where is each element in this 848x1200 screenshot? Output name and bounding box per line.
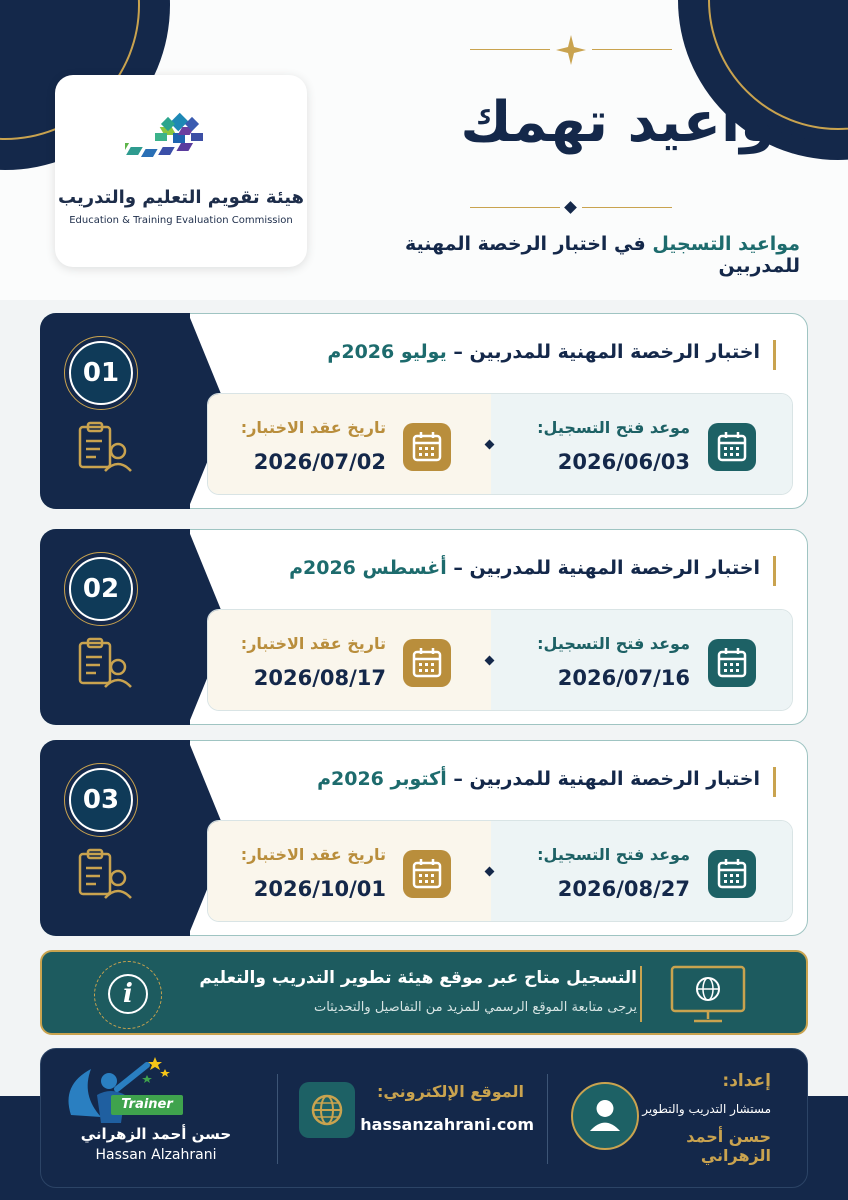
trainer-name-english: Hassan Alzahrani xyxy=(95,1147,217,1163)
page-subtitle xyxy=(330,233,800,277)
calendar-icon xyxy=(403,639,451,687)
subtitle-rest: في اختبار الرخصة المهنية للمدربين xyxy=(405,233,800,277)
author-name: حسن أحمد الزهراني xyxy=(686,1127,771,1165)
footer-divider xyxy=(277,1074,278,1164)
card-title-prefix: اختبار الرخصة المهنية للمدربين – xyxy=(453,768,760,790)
commission-name-arabic: هيئة تقويم التعليم والتدريب xyxy=(57,187,305,208)
footer xyxy=(40,1048,808,1188)
exam-date-value: 2026/10/01 xyxy=(253,877,386,901)
exam-date-value: 2026/08/17 xyxy=(253,666,386,690)
author-role: مستشار التدريب والتطوير xyxy=(642,1102,771,1116)
website-link[interactable]: hassanzahrani.com xyxy=(360,1115,534,1134)
dates-panel xyxy=(207,609,793,711)
info-headline: التسجيل متاح عبر موقع هيئة تطوير التدريب والتعليم xyxy=(199,968,637,988)
clipboard-person-icon xyxy=(78,848,134,900)
info-note: يرجى متابعة الموقع الرسمي للمزيد من التفاصيل والتحديثات xyxy=(313,1000,637,1015)
page-title: مواعيد تهمك xyxy=(460,90,810,155)
commission-name-english: Education & Training Evaluation Commission xyxy=(69,215,293,226)
trainer-tag: Trainer xyxy=(111,1095,183,1115)
registration-date-label: موعد فتح التسجيل: xyxy=(537,418,690,437)
exam-date-label: تاريخ عقد الاختبار: xyxy=(240,845,386,864)
globe-icon xyxy=(299,1082,355,1138)
ornament-line-left xyxy=(470,49,550,50)
card-title-month: أكتوبر 2026م xyxy=(317,768,447,790)
schedule-card-1 xyxy=(40,313,808,509)
commission-logo-card xyxy=(55,75,307,267)
registration-date-label: موعد فتح التسجيل: xyxy=(537,634,690,653)
ornament-line-right xyxy=(592,49,672,50)
calendar-icon xyxy=(708,639,756,687)
schedule-card-3 xyxy=(40,740,808,936)
monitor-globe-icon xyxy=(668,965,748,1027)
footer-divider xyxy=(547,1074,548,1164)
card-title-prefix: اختبار الرخصة المهنية للمدربين – xyxy=(453,557,760,579)
prepared-by-label: إعداد: xyxy=(722,1071,771,1091)
registration-date-label: موعد فتح التسجيل: xyxy=(537,845,690,864)
trainer-name-arabic: حسن أحمد الزهراني xyxy=(80,1125,232,1143)
star-ornament-icon xyxy=(556,35,586,65)
dates-panel xyxy=(207,393,793,495)
registration-date-value: 2026/08/27 xyxy=(557,877,690,901)
info-banner xyxy=(40,950,808,1035)
exam-date-label: تاريخ عقد الاختبار: xyxy=(240,634,386,653)
card-title xyxy=(240,341,760,363)
title-accent-bar xyxy=(773,556,776,586)
info-icon: i xyxy=(108,974,148,1014)
info-divider xyxy=(640,966,642,1022)
card-number: 01 xyxy=(69,341,133,405)
card-number: 02 xyxy=(69,557,133,621)
schedule-card-2 xyxy=(40,529,808,725)
title-divider-right xyxy=(582,207,672,208)
website-label: الموقع الإلكتروني: xyxy=(377,1082,524,1101)
exam-date-label: تاريخ عقد الاختبار: xyxy=(240,418,386,437)
calendar-icon xyxy=(708,423,756,471)
card-title-prefix: اختبار الرخصة المهنية للمدربين – xyxy=(453,341,760,363)
calendar-icon xyxy=(403,423,451,471)
title-accent-bar xyxy=(773,767,776,797)
title-accent-bar xyxy=(773,340,776,370)
card-title xyxy=(240,768,760,790)
registration-date-value: 2026/06/03 xyxy=(557,450,690,474)
card-title-month: أغسطس 2026م xyxy=(289,557,447,579)
clipboard-person-icon xyxy=(78,421,134,473)
registration-date-value: 2026/07/16 xyxy=(557,666,690,690)
card-title-month: يوليو 2026م xyxy=(327,341,447,363)
subtitle-highlight: مواعيد التسجيل xyxy=(652,233,800,255)
dates-panel xyxy=(207,820,793,922)
calendar-icon xyxy=(708,850,756,898)
calendar-icon xyxy=(403,850,451,898)
commission-logo-icon xyxy=(125,105,235,165)
card-number: 03 xyxy=(69,768,133,832)
card-title xyxy=(240,557,760,579)
clipboard-person-icon xyxy=(78,637,134,689)
exam-date-value: 2026/07/02 xyxy=(253,450,386,474)
title-divider-left xyxy=(470,207,560,208)
